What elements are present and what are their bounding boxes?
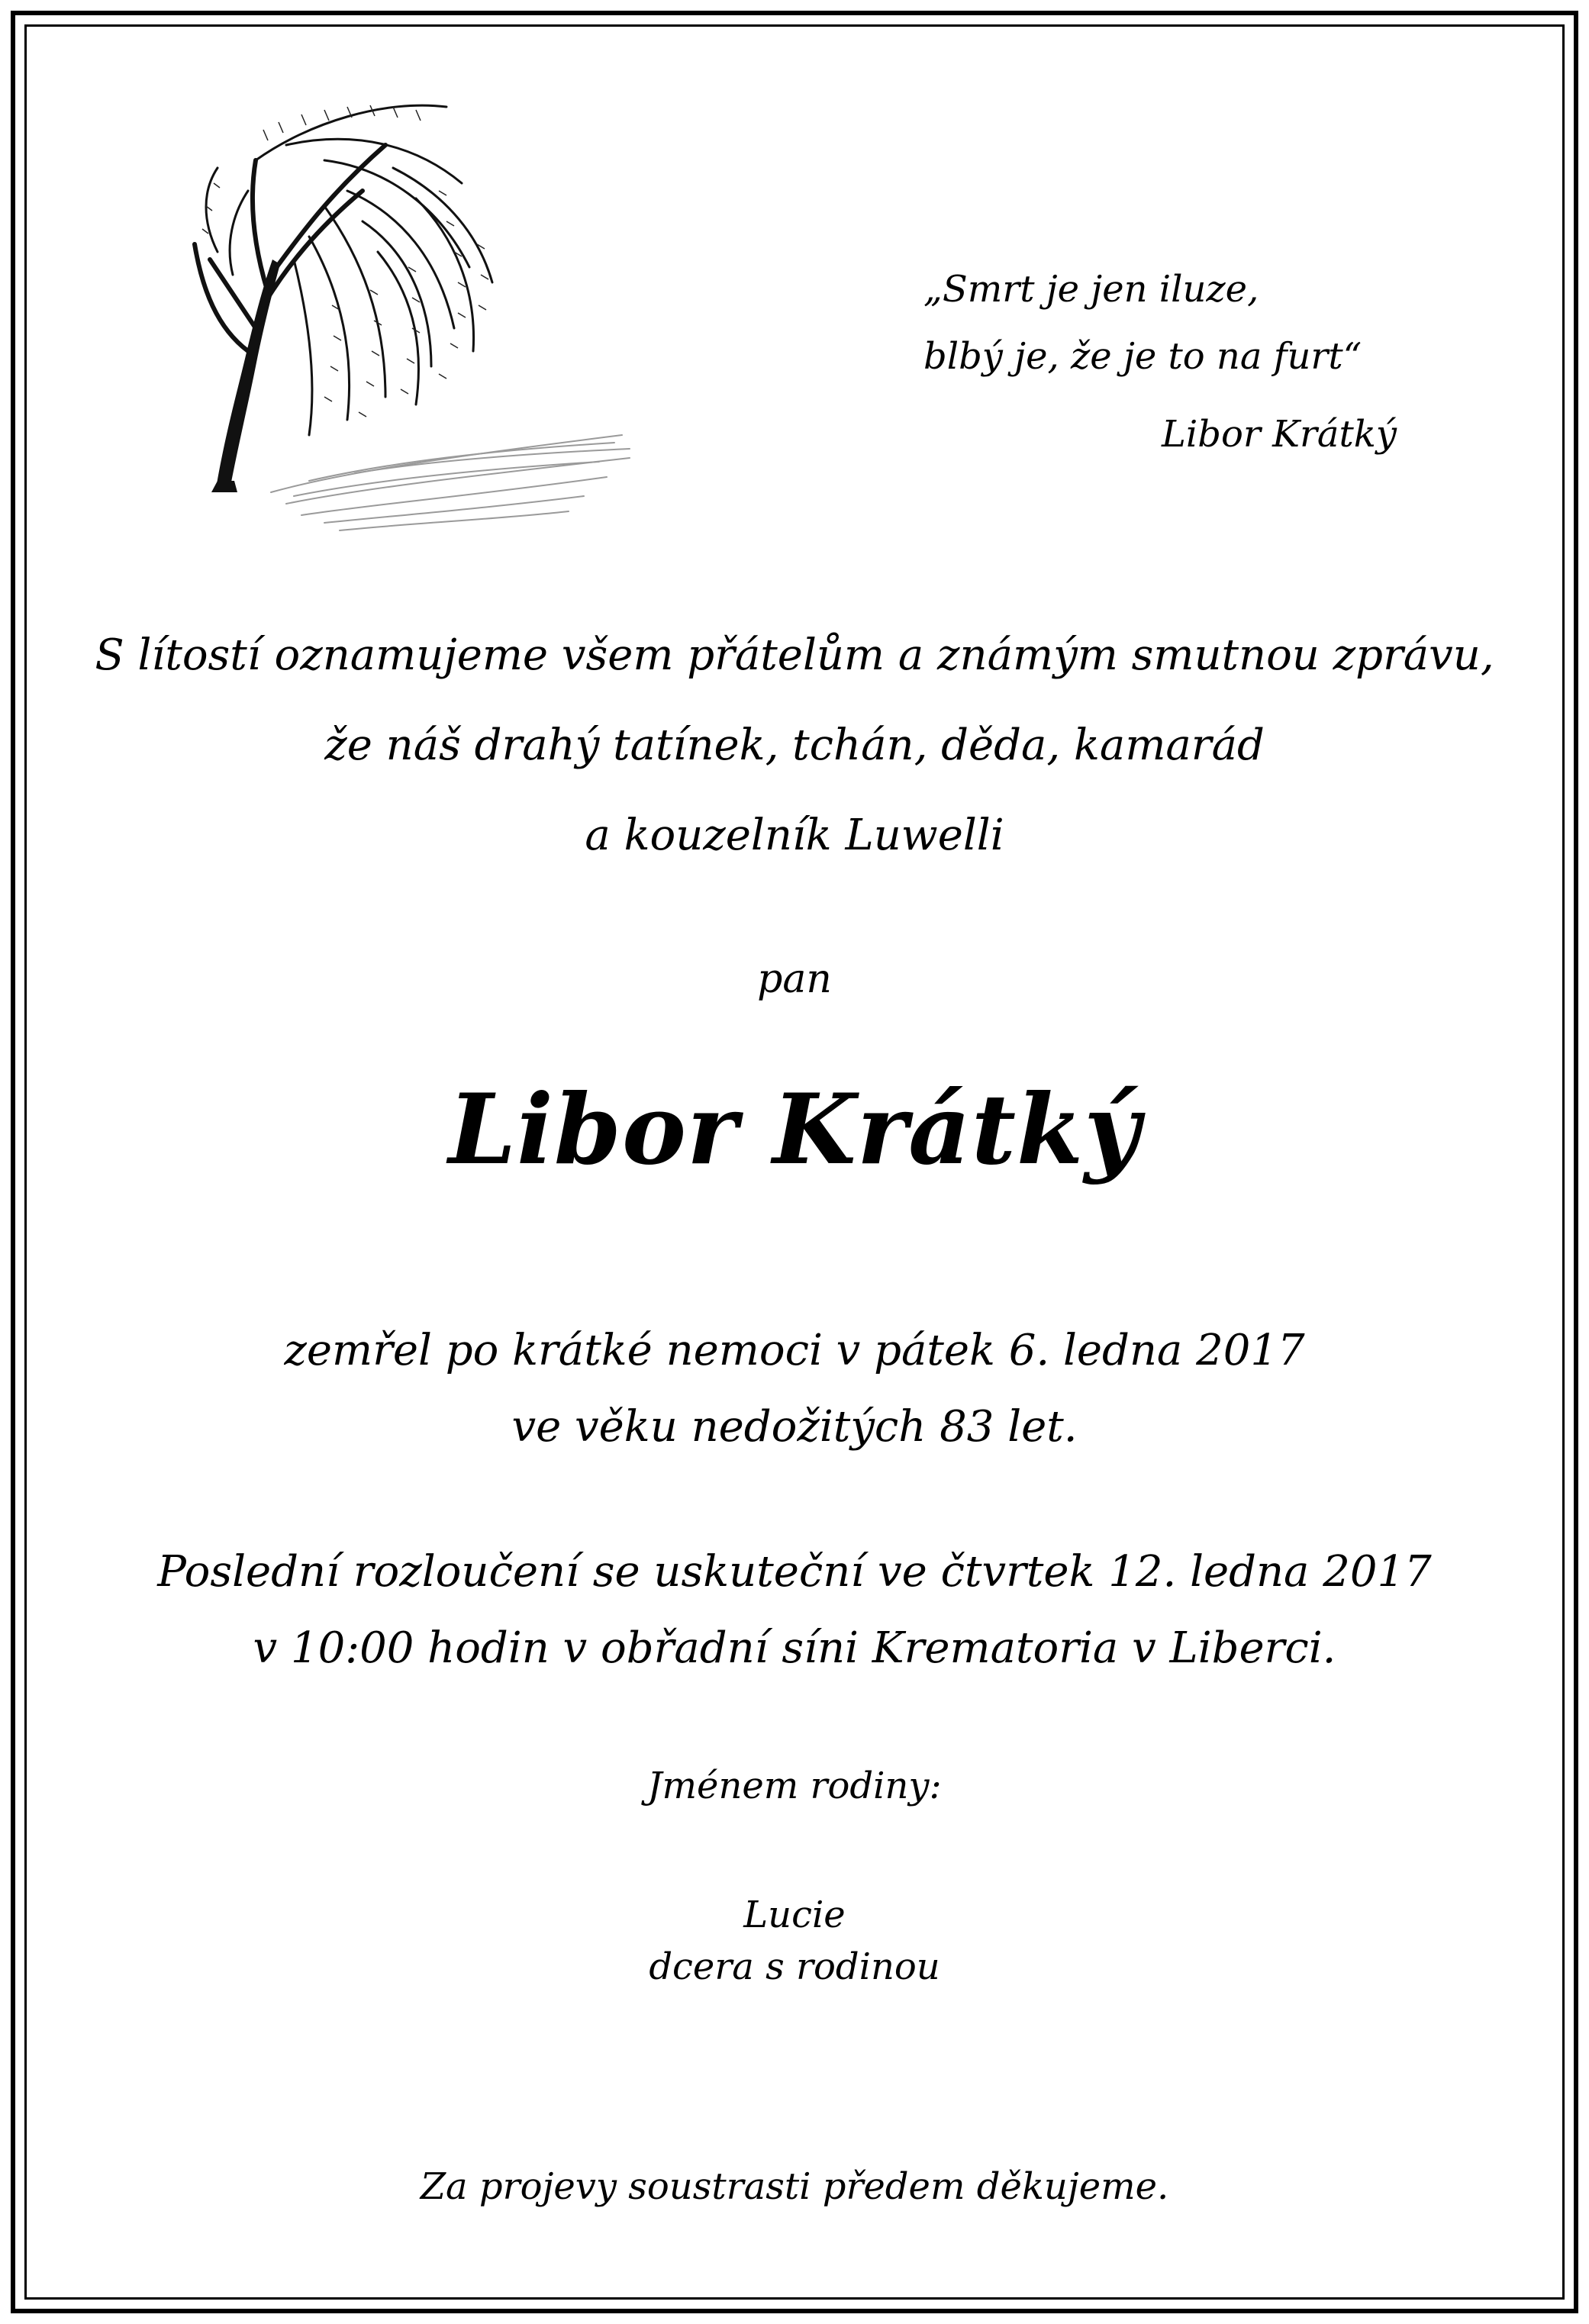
- family-label: Jménem rodiny:: [647, 1765, 942, 1807]
- windblown-tree-icon: [172, 76, 645, 534]
- motto-quote: [923, 256, 1458, 468]
- funeral-line-1: Poslední rozloučení se uskuteční ve čtvrtek 12. ledna 2017: [157, 1547, 1432, 1597]
- death-notice-line-1: zemřel po krátké nemoci v pátek 6. ledna 2017: [284, 1326, 1305, 1375]
- motto-author: Libor Krátký: [1162, 413, 1397, 456]
- deceased-name: Libor Krátký: [448, 1073, 1141, 1186]
- death-notice: [0, 1313, 1589, 1465]
- signer-relation: dcera s rodinou: [649, 1945, 940, 1988]
- announcement-line-3: a kouzelník Luwelli: [585, 811, 1004, 860]
- funeral-line-2: v 10:00 hodin v obřadní síni Krematoria v Liberci.: [253, 1623, 1336, 1673]
- death-notice-line-2: ve věku nedožitých 83 let.: [511, 1402, 1078, 1452]
- signers: [0, 1889, 1589, 1993]
- motto-line-2: blbý je, že je to na furt“: [923, 335, 1362, 378]
- announcement-line-2: že náš drahý tatínek, tchán, děda, kamarád: [324, 720, 1265, 770]
- announcement: [0, 611, 1589, 881]
- announcement-line-1: S lítostí oznamujeme všem přátelům a známým smutnou zprávu,: [95, 630, 1494, 680]
- thanks-note: Za projevy soustrasti předem děkujeme.: [420, 2165, 1169, 2208]
- motto-line-1: „Smrt je jen iluze,: [923, 268, 1259, 311]
- honorific: pan: [757, 956, 832, 1002]
- funeral-details: [0, 1534, 1589, 1687]
- signer-name: Lucie: [743, 1894, 846, 1936]
